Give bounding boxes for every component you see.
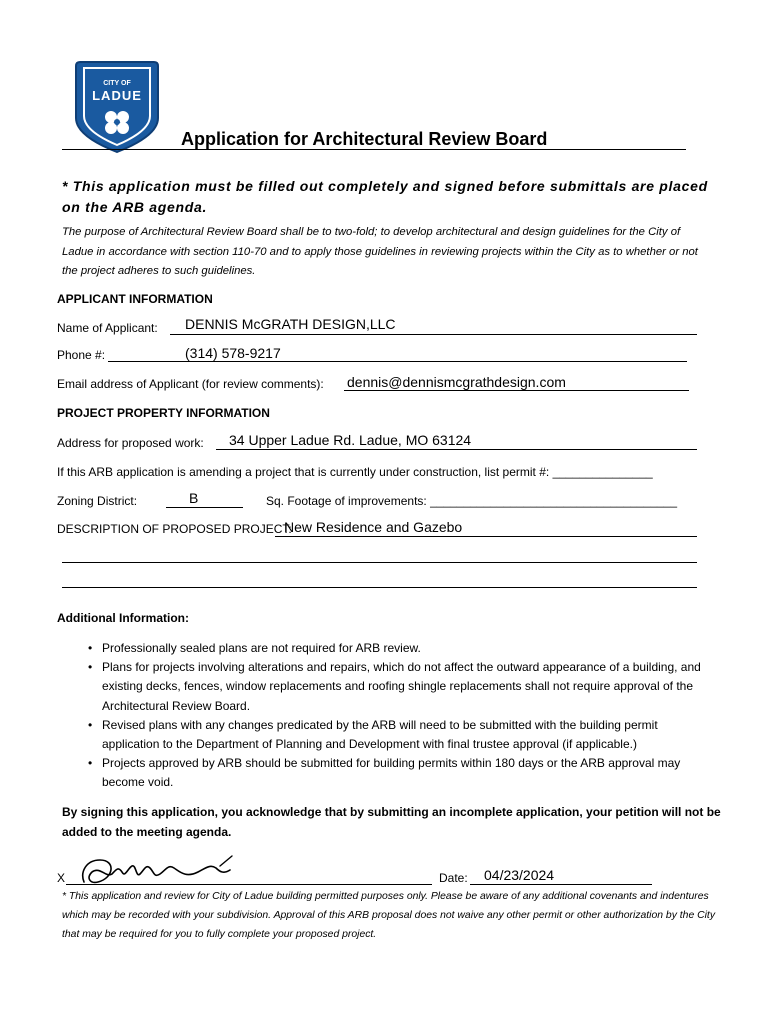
email-field[interactable]: dennis@dennismcgrathdesign.com	[347, 374, 566, 390]
city-seal-shape	[68, 58, 166, 154]
logo-line-1: CITY OF	[103, 80, 131, 87]
description-field[interactable]: New Residence and Gazebo	[284, 519, 463, 535]
phone-field[interactable]: (314) 578-9217	[185, 345, 281, 361]
applicant-name-line	[170, 334, 697, 335]
zoning-label: Zoning District:	[57, 494, 138, 508]
list-item: • Professionally sealed plans are not required for ARB review.	[102, 639, 716, 658]
additional-list	[88, 639, 716, 793]
page-title: Application for Architectural Review Board	[181, 129, 548, 149]
project-heading: PROJECT PROPERTY INFORMATION	[57, 406, 270, 420]
applicant-name-field[interactable]: DENNIS McGRATH DESIGN,LLC	[185, 316, 396, 332]
bullet-icon: •	[88, 756, 93, 771]
description-line-2	[62, 562, 697, 563]
description-line-1	[275, 536, 697, 537]
email-line	[344, 390, 689, 391]
zoning-field[interactable]: B	[189, 490, 199, 506]
footnote: * This application and review for City of Ladue building permitted purposes only. Please be aware of any additional covenants and indentures which may be recorded with your subdivision. Approval of this ARB proposal does not waive any other permit or other authorization by the City that may be required for you to fully complete your proposed project.	[62, 891, 716, 940]
bullet-icon: •	[88, 660, 93, 675]
sqft-label: Sq. Footage of improvements: _____________________________________	[266, 494, 678, 508]
bullet-icon: •	[88, 641, 93, 655]
additional-heading: Additional Information:	[57, 611, 189, 625]
list-item: • Projects approved by ARB should be submitted for building permits within 180 days or the ARB approval may become void.	[88, 756, 681, 790]
signature-image[interactable]	[70, 852, 250, 888]
list-item: • Plans for projects involving alterations and repairs, which do not affect the outward appearance of a building, and existing decks, fences, window replacements and roofing shingle replacements shall not require approval of the Architectural Review Board.	[88, 660, 701, 713]
city-logo	[68, 58, 166, 154]
acknowledge-statement: By signing this application, you acknowledge that by submitting an incomplete application, your petition will not be added to the meeting agenda.	[62, 805, 721, 839]
list-item: • Revised plans with any changes predicated by the ARB will need to be submitted with the building permit application to the Department of Planning and Development with final trustee approval (if applicable.)	[88, 717, 658, 752]
address-field[interactable]: 34 Upper Ladue Rd. Ladue, MO 63124	[229, 432, 472, 448]
date-field[interactable]: 04/23/2024	[484, 867, 555, 883]
phone-label: Phone #:	[57, 348, 106, 362]
email-label: Email address of Applicant (for review comments):	[57, 377, 324, 391]
address-label: Address for proposed work:	[57, 436, 204, 450]
description-line-3	[62, 587, 697, 588]
submittal-notice: * This application must be filled out completely and signed before submittals are placed on the ARB agenda.	[62, 178, 708, 215]
description-label: DESCRIPTION OF PROPOSED PROJECT:	[57, 522, 292, 536]
purpose-paragraph: The purpose of Architectural Review Board shall be to two-fold; to develop architectural and design guidelines for the City of Ladue in accordance with section 110-70 and to apply those guidelines in reviewing projects within the City as to whether or not the project adheres to such guidelines.	[62, 226, 698, 277]
permit-label: If this ARB application is amending a project that is currently under construction, list permit #: _______________	[57, 465, 653, 479]
logo-line-2: LADUE	[92, 88, 142, 103]
applicant-heading: APPLICANT INFORMATION	[57, 292, 213, 306]
zoning-line	[166, 507, 243, 508]
phone-line	[108, 361, 687, 362]
date-label: Date:	[439, 871, 468, 885]
signature-x-label: X	[57, 871, 66, 885]
address-line	[216, 449, 697, 450]
date-line	[470, 884, 652, 885]
applicant-name-label: Name of Applicant:	[57, 321, 158, 335]
bullet-icon: •	[88, 717, 93, 732]
